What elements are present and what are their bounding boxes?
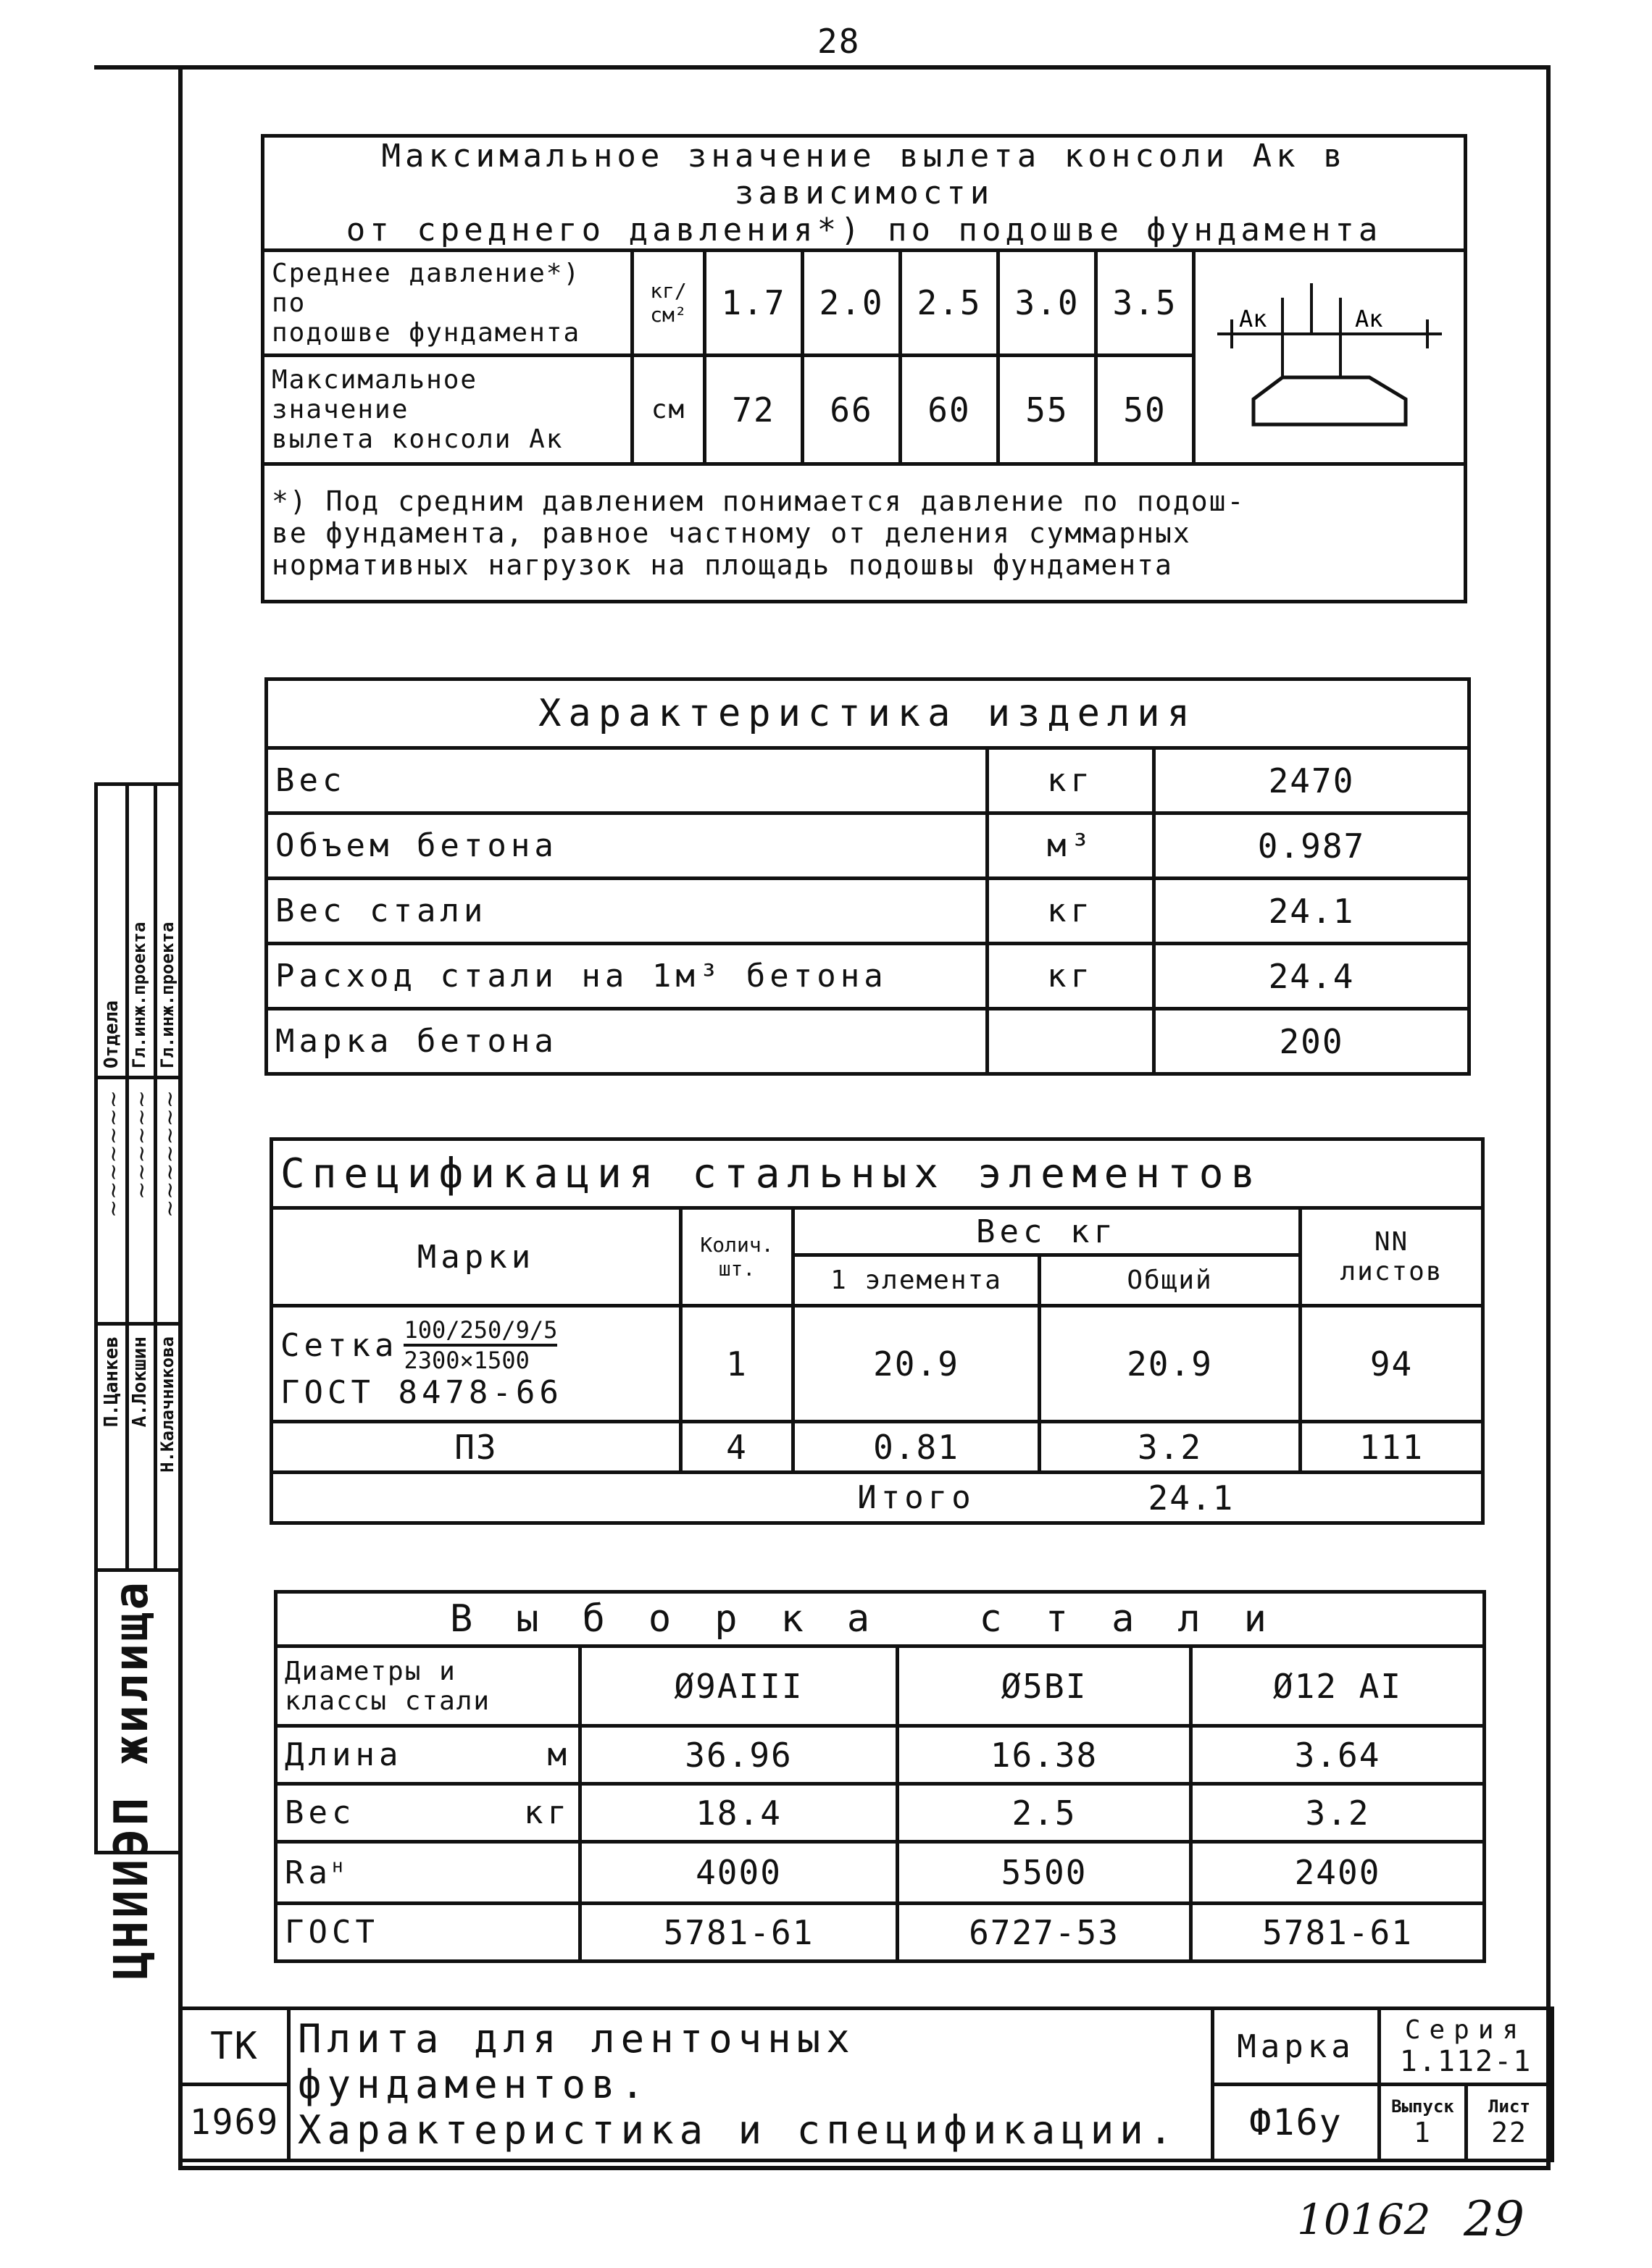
pressure-value: 3.0 bbox=[998, 251, 1096, 356]
steel-selection-table bbox=[274, 1590, 1486, 1963]
stamp-code: ТК bbox=[180, 2009, 289, 2085]
selection-value: 2400 bbox=[1191, 1842, 1485, 1904]
pressure-value: 2.5 bbox=[901, 251, 998, 356]
row-label: Вес кг bbox=[276, 1784, 580, 1842]
char-name: Расход стали на 1м³ бетона bbox=[267, 944, 988, 1009]
overhang-value: 72 bbox=[705, 356, 803, 464]
mesh-total-weight: 20.9 bbox=[1040, 1306, 1301, 1422]
series-cell: Серия 1.112-1 bbox=[1380, 2009, 1553, 2085]
side-role: Отдела bbox=[101, 1000, 122, 1068]
organization-name: ЦНИИЭП жилища bbox=[105, 1579, 159, 1980]
sheet-cell: Лист 22 bbox=[1467, 2085, 1553, 2161]
product-characteristics-table bbox=[264, 677, 1471, 1076]
mesh-qty: 1 bbox=[681, 1306, 793, 1422]
side-name: Н.Калачникова bbox=[157, 1336, 178, 1473]
overhang-unit: см bbox=[633, 356, 705, 464]
spec-head-sheets: NN листов bbox=[1301, 1208, 1483, 1306]
char-value: 24.1 bbox=[1154, 879, 1469, 944]
row-label: Длина м bbox=[276, 1726, 580, 1784]
char-value: 200 bbox=[1154, 1009, 1469, 1074]
pressure-value: 1.7 bbox=[705, 251, 803, 356]
p3-total-weight: 3.2 bbox=[1040, 1422, 1301, 1473]
selection-value: 3.64 bbox=[1191, 1726, 1485, 1784]
side-stamp bbox=[94, 782, 183, 1980]
overhang-table-title: Максимальное значение вылета консоли Ак в зависимости от среднего давления*) по подошве фундамента bbox=[263, 136, 1466, 251]
footnote: *) Под средним давлением понимается давление по подош- ве фундамента, равное частному от деления суммарных нормативных нагрузок на площадь подошвы фундамента bbox=[263, 464, 1466, 602]
selection-value: 3.2 bbox=[1191, 1784, 1485, 1842]
pressure-label: Среднее давление*) по подошве фундамента bbox=[263, 251, 633, 356]
selection-value: 18.4 bbox=[580, 1784, 898, 1842]
spec-head-qty: Колич. шт. bbox=[681, 1208, 793, 1306]
issue-cell: Выпуск 1 bbox=[1380, 2085, 1467, 2161]
p3-qty: 4 bbox=[681, 1422, 793, 1473]
top-margin-line bbox=[94, 65, 181, 70]
title-block bbox=[178, 2007, 1554, 2162]
overhang-value: 60 bbox=[901, 356, 998, 464]
total-label: Итого bbox=[793, 1473, 1040, 1523]
selection-value: 16.38 bbox=[898, 1726, 1191, 1784]
total-value: 24.1 bbox=[1040, 1473, 1483, 1523]
stamp-year: 1969 bbox=[180, 2085, 289, 2161]
bar-type: Ø5ВI bbox=[898, 1646, 1191, 1726]
char-unit: кг bbox=[988, 944, 1154, 1009]
char-value: 0.987 bbox=[1154, 813, 1469, 879]
char-unit bbox=[988, 1009, 1154, 1074]
spec-head-marks: Марки bbox=[272, 1208, 681, 1306]
side-role: Гл.инж.проекта bbox=[157, 921, 178, 1068]
selection-value: 5781-61 bbox=[1191, 1904, 1485, 1962]
mesh-mark: Сетка 100/250/9/5 2300×1500 ГОСТ 8478-66 bbox=[272, 1306, 681, 1422]
pressure-value: 3.5 bbox=[1096, 251, 1194, 356]
selection-value: 6727-53 bbox=[898, 1904, 1191, 1962]
pressure-value: 2.0 bbox=[803, 251, 901, 356]
spec-title: Спецификация стальных элементов bbox=[272, 1139, 1483, 1208]
char-unit: м³ bbox=[988, 813, 1154, 879]
mark-value: Ф16у bbox=[1213, 2085, 1380, 2161]
p3-sheet: 111 bbox=[1301, 1422, 1483, 1473]
bar-type: Ø9АIII bbox=[580, 1646, 898, 1726]
side-name: П.Цанкев bbox=[101, 1336, 122, 1428]
foundation-diagram bbox=[1194, 251, 1466, 464]
page-code: 29 bbox=[1464, 2191, 1524, 2247]
row-label: $Ra^н$ bbox=[276, 1842, 580, 1904]
drawing-title: Плита для ленточных фундаментов. Характеристика и спецификации. bbox=[289, 2009, 1213, 2161]
signature: ~~~~~~~ bbox=[157, 1090, 183, 1218]
selection-value: 5500 bbox=[898, 1842, 1191, 1904]
char-name: Вес bbox=[267, 748, 988, 813]
overhang-value: 55 bbox=[998, 356, 1096, 464]
selection-value: 5781-61 bbox=[580, 1904, 898, 1962]
spec-head-weight: Вес кг bbox=[793, 1208, 1301, 1255]
side-role: Гл.инж.проекта bbox=[129, 921, 149, 1068]
steel-elements-spec-table bbox=[270, 1137, 1485, 1525]
char-name: Марка бетона bbox=[267, 1009, 988, 1074]
page-number: 28 bbox=[817, 22, 861, 61]
char-unit: кг bbox=[988, 879, 1154, 944]
overhang-label: Максимальное значение вылета консоли Ак bbox=[263, 356, 633, 464]
char-name: Вес стали bbox=[267, 879, 988, 944]
selection-value: 2.5 bbox=[898, 1784, 1191, 1842]
ak-right-label: Ак bbox=[1355, 305, 1383, 332]
p3-elem-weight: 0.81 bbox=[793, 1422, 1040, 1473]
overhang-table bbox=[261, 134, 1467, 603]
mesh-elem-weight: 20.9 bbox=[793, 1306, 1040, 1422]
overhang-value: 50 bbox=[1096, 356, 1194, 464]
ak-left-label: Ак bbox=[1239, 305, 1267, 332]
char-value: 24.4 bbox=[1154, 944, 1469, 1009]
bar-type: Ø12 АI bbox=[1191, 1646, 1485, 1726]
selection-value: 36.96 bbox=[580, 1726, 898, 1784]
foundation-section-sketch bbox=[1210, 269, 1449, 443]
char-unit: кг bbox=[988, 748, 1154, 813]
pressure-unit: кг/см² bbox=[633, 251, 705, 356]
p3-mark: П3 bbox=[272, 1422, 681, 1473]
mesh-sheet: 94 bbox=[1301, 1306, 1483, 1422]
mark-label: Марка bbox=[1213, 2009, 1380, 2085]
side-name: А.Локшин bbox=[129, 1336, 151, 1428]
spec-head-element: 1 элемента bbox=[793, 1255, 1040, 1306]
spec-head-total: Общий bbox=[1040, 1255, 1301, 1306]
signature: ~~~~~~~ bbox=[101, 1090, 126, 1218]
selection-head-label: Диаметры и классы стали bbox=[276, 1646, 580, 1726]
characteristics-title: Характеристика изделия bbox=[267, 679, 1469, 748]
signature: ~~~~~~ bbox=[129, 1090, 154, 1200]
selection-value: 4000 bbox=[580, 1842, 898, 1904]
row-label: ГОСТ bbox=[276, 1904, 580, 1962]
char-value: 2470 bbox=[1154, 748, 1469, 813]
selection-title: Выборка стали bbox=[276, 1592, 1485, 1646]
char-name: Объем бетона bbox=[267, 813, 988, 879]
overhang-value: 66 bbox=[803, 356, 901, 464]
archive-code: 10162 bbox=[1297, 2195, 1431, 2244]
